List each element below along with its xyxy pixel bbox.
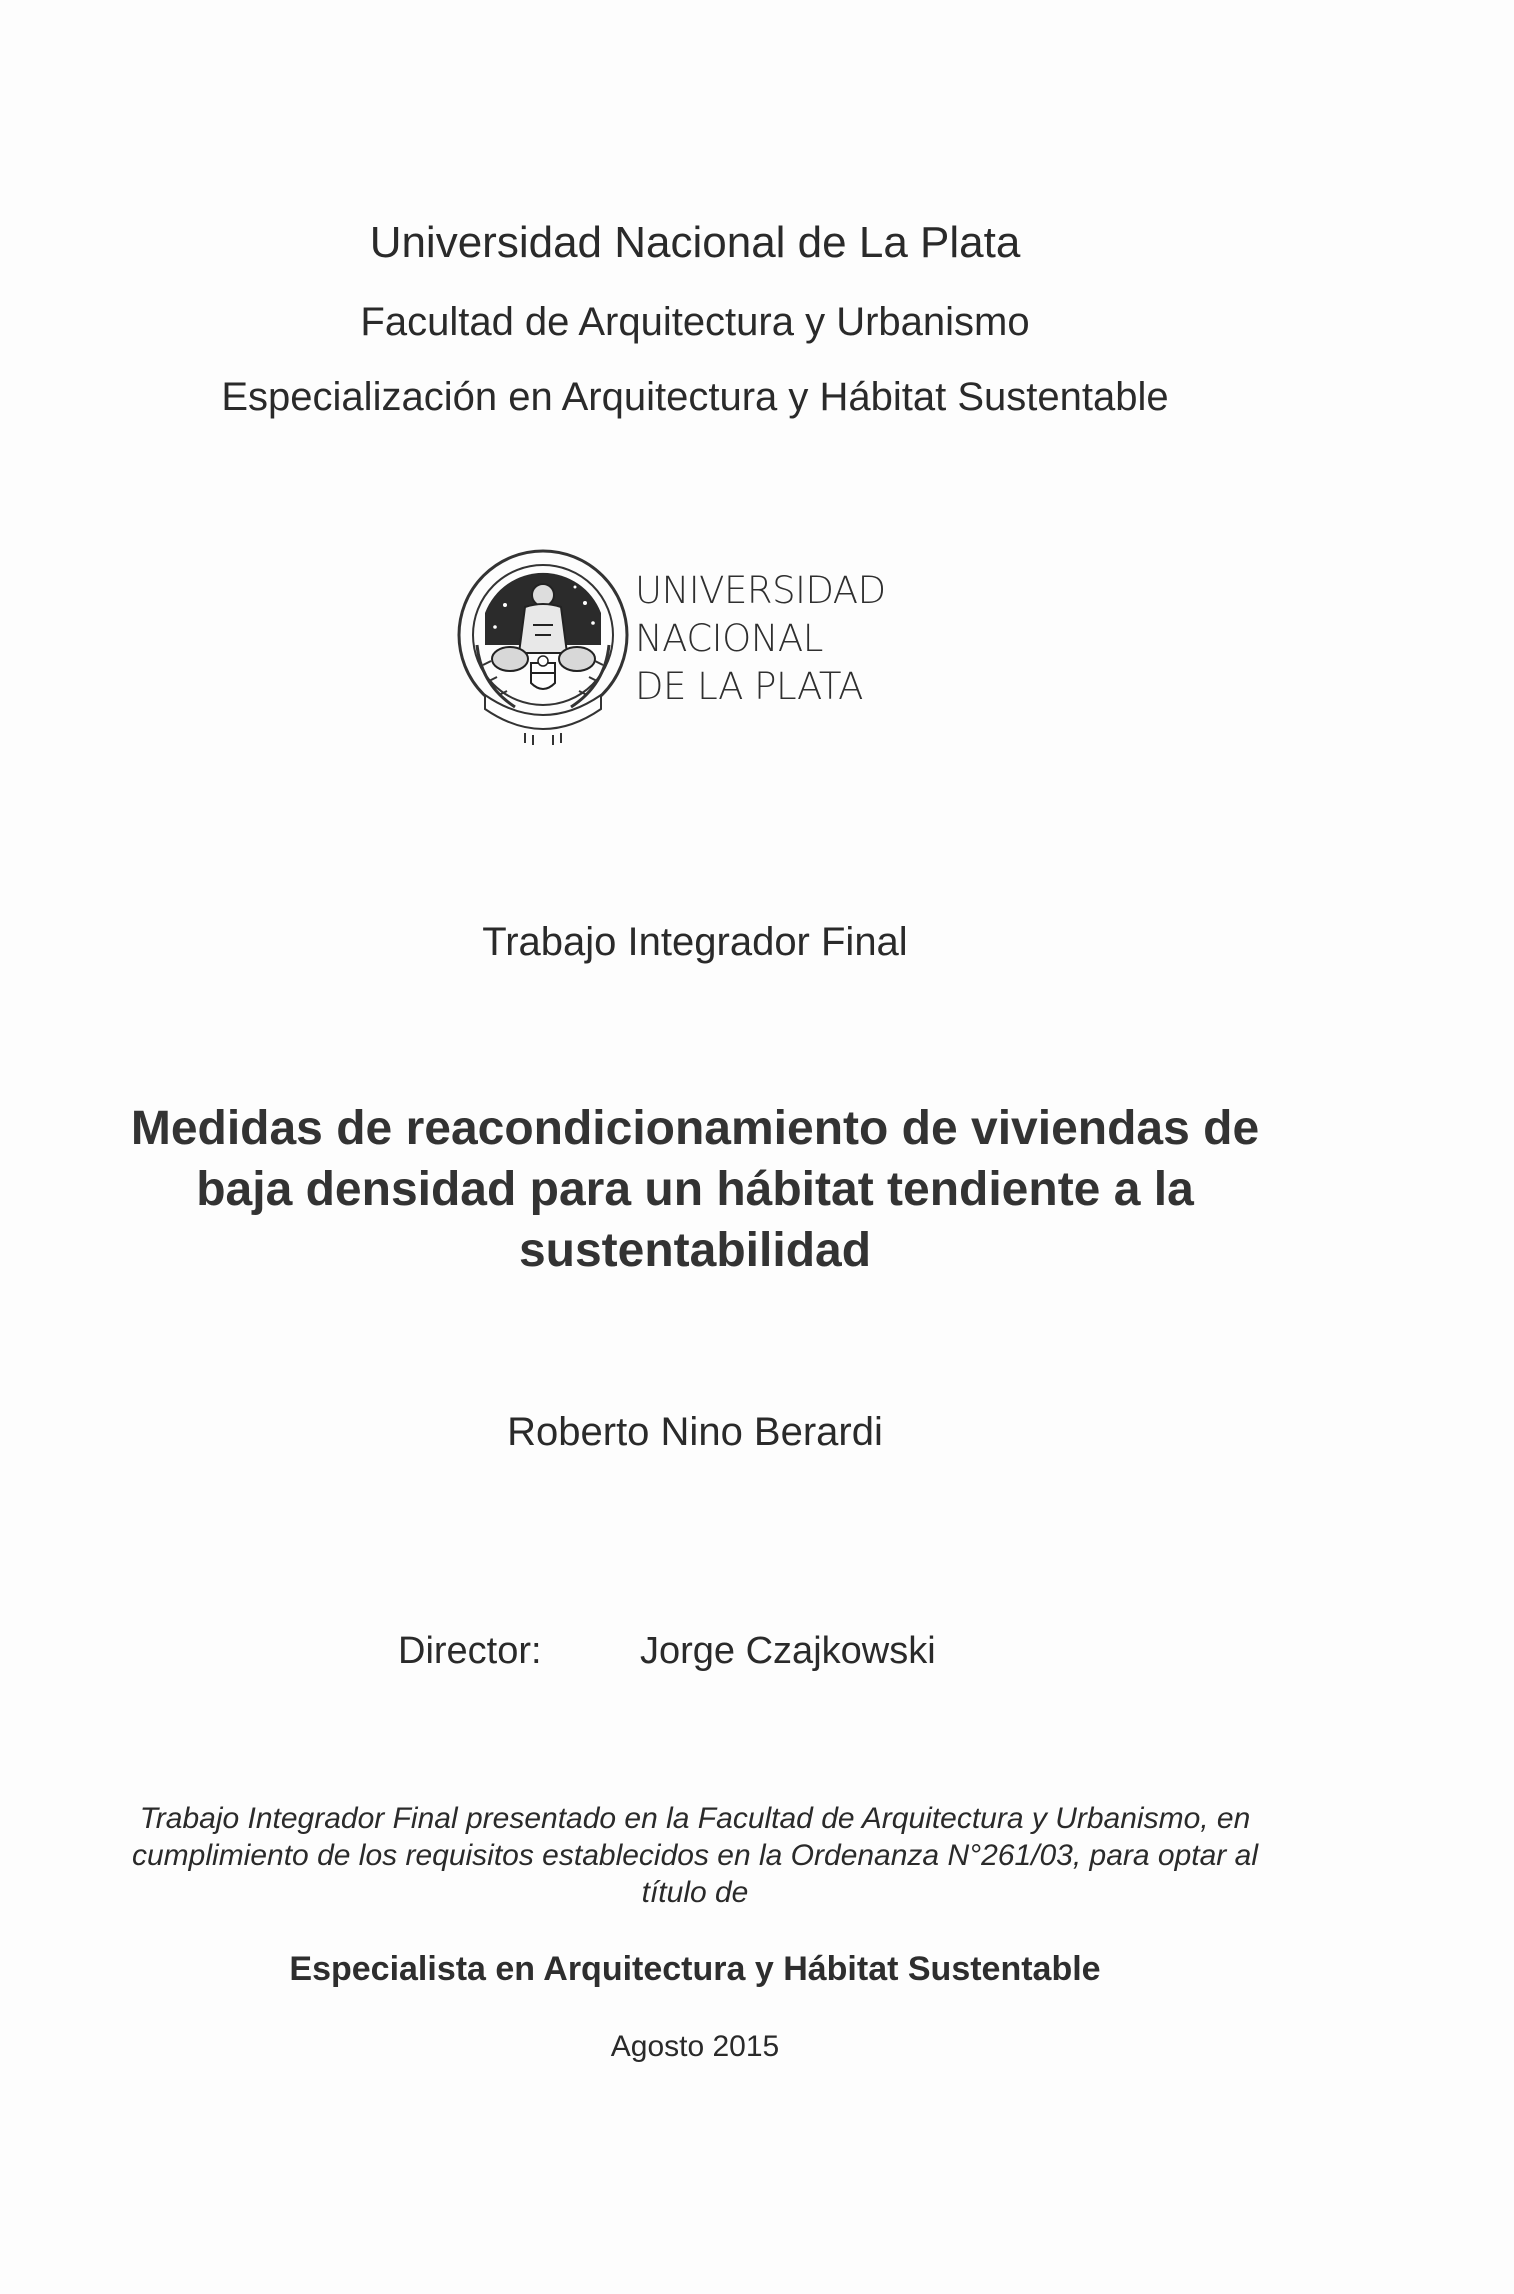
- faculty-name: Facultad de Arquitectura y Urbanismo: [360, 300, 1030, 344]
- specialization-name: Especialización en Arquitectura y Hábitat Sustentable: [221, 375, 1169, 419]
- presentation-line-3: título de: [641, 1876, 749, 1909]
- thesis-title-line-2: baja densidad para un hábitat tendiente a la: [196, 1163, 1194, 1216]
- university-seal-icon: [455, 535, 635, 750]
- degree-title: Especialista en Arquitectura y Hábitat Sustentable: [289, 1950, 1101, 1988]
- presentation-line-2: cumplimiento de los requisitos establecidos en la Ordenanza N°261/03, para optar al: [132, 1839, 1258, 1872]
- director-name: Jorge Czajkowski: [640, 1630, 936, 1672]
- director-label: Director:: [398, 1630, 542, 1672]
- author-name: Roberto Nino Berardi: [507, 1410, 883, 1454]
- thesis-title-line-1: Medidas de reacondicionamiento de viviendas de: [130, 1102, 1260, 1155]
- document-type: Trabajo Integrador Final: [482, 920, 908, 964]
- logo-line-1: UNIVERSIDAD: [635, 569, 886, 612]
- presentation-statement: [70, 1800, 1320, 1911]
- thesis-title: [30, 1098, 1360, 1281]
- presentation-line-1: Trabajo Integrador Final presentado en la Facultad de Arquitectura y Urbanismo, en: [139, 1802, 1251, 1835]
- logo-wordmark: [635, 567, 886, 711]
- submission-date: Agosto 2015: [610, 2030, 780, 2063]
- thesis-title-line-3: sustentabilidad: [518, 1224, 872, 1277]
- university-logo: [455, 535, 895, 750]
- logo-line-3: DE LA PLATA: [635, 665, 863, 708]
- university-name: Universidad Nacional de La Plata: [369, 218, 1021, 267]
- logo-line-2: NACIONAL: [635, 617, 823, 660]
